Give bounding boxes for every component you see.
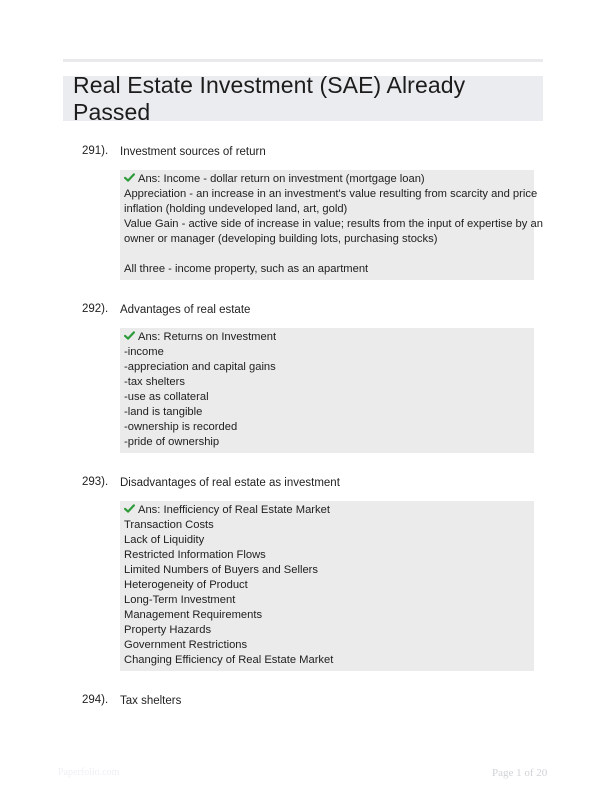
answer-line: Ans: Income - dollar return on investment (mortgage loan)	[124, 172, 530, 187]
answer-line: -land is tangible	[124, 406, 203, 418]
checkmark-icon	[124, 172, 135, 183]
answer-line: Ans: Inefficiency of Real Estate Market	[124, 503, 530, 518]
answer-line: Long-Term Investment	[124, 594, 236, 606]
answer-line: -ownership is recorded	[124, 421, 238, 433]
title-banner	[63, 71, 543, 125]
answer-line: Ans: Returns on Investment	[124, 330, 530, 345]
answer-line: -tax shelters	[124, 376, 185, 388]
answer-box	[120, 501, 534, 671]
answer-line: All three - income property, such as an apartment	[124, 263, 369, 275]
footer-watermark: Paperfolio.com	[58, 767, 120, 778]
question-text: Advantages of real estate	[120, 304, 251, 316]
answer-line: owner or manager (developing building lots, purchasing stocks)	[124, 233, 438, 245]
answer-line: Heterogeneity of Product	[124, 579, 248, 591]
question-number: 293).	[82, 476, 109, 488]
question-number: 292).	[82, 303, 109, 315]
question-text: Disadvantages of real estate as investment	[120, 477, 340, 489]
answer-box	[120, 170, 543, 280]
answer-line: -pride of ownership	[124, 436, 220, 448]
question-text: Investment sources of return	[120, 146, 266, 158]
page-number: Page 1 of 20	[492, 767, 548, 779]
answer-line: -appreciation and capital gains	[124, 361, 276, 373]
question-number: 291).	[82, 145, 109, 157]
answer-line: -income	[124, 346, 164, 358]
answer-line: Restricted Information Flows	[124, 549, 266, 561]
question-text: Tax shelters	[120, 695, 182, 707]
answer-line: -use as collateral	[124, 391, 209, 403]
answer-line: Appreciation - an increase in an investment's value resulting from scarcity and price	[124, 188, 538, 200]
page-title: Real Estate Investment (SAE) Already Passed	[73, 71, 466, 125]
top-divider	[63, 59, 543, 62]
answer-line: inflation (holding undeveloped land, art, gold)	[124, 203, 348, 215]
answer-line: Management Requirements	[124, 609, 263, 621]
answer-line: Lack of Liquidity	[124, 534, 205, 546]
answer-box	[120, 328, 534, 453]
answer-line: Limited Numbers of Buyers and Sellers	[124, 564, 319, 576]
checkmark-icon	[124, 330, 135, 341]
answer-line: Government Restrictions	[124, 639, 248, 651]
answer-line: Changing Efficiency of Real Estate Market	[124, 654, 334, 666]
question-number: 294).	[82, 694, 109, 706]
answer-line: Property Hazards	[124, 624, 212, 636]
checkmark-icon	[124, 503, 135, 514]
answer-line: Value Gain - active side of increase in value; results from the input of expertise by an	[124, 218, 543, 230]
answer-line	[124, 247, 530, 262]
answer-line: Transaction Costs	[124, 519, 214, 531]
